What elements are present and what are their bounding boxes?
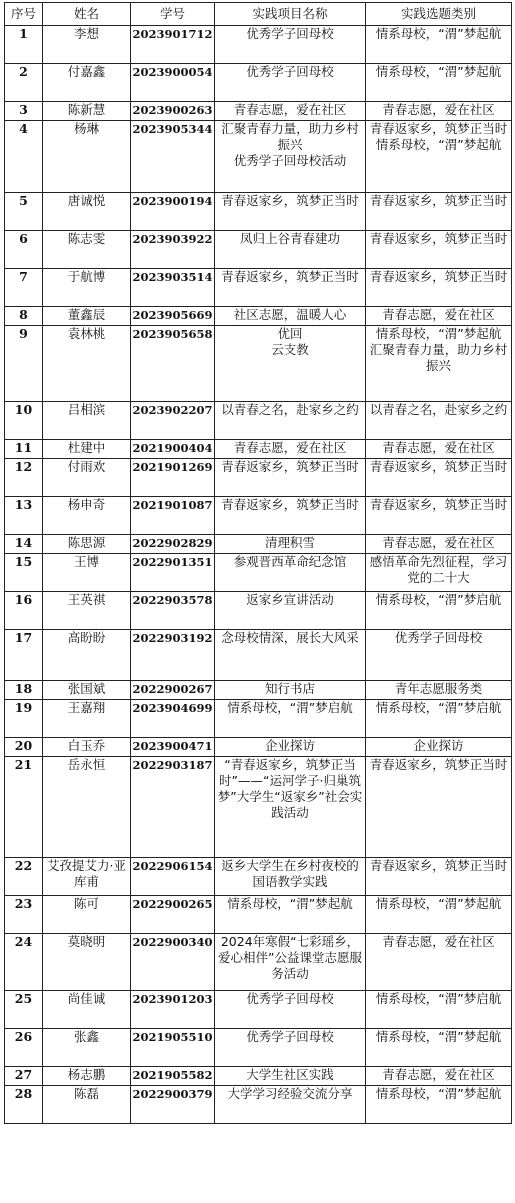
topic-category	[366, 459, 512, 497]
project-name	[215, 193, 366, 231]
topic-category	[366, 497, 512, 535]
project-name	[215, 896, 366, 934]
student-id: 2023903514	[131, 269, 215, 307]
row-index: 1	[5, 26, 43, 64]
category-line: 情系母校，“渭”梦起航	[375, 26, 502, 41]
row-index: 10	[5, 402, 43, 440]
student-id: 2023900471	[131, 738, 215, 757]
student-id: 2023901203	[131, 991, 215, 1029]
topic-category	[366, 64, 512, 102]
project-line: 汇聚青春力量，助力乡村振兴	[221, 121, 359, 152]
project-line: 优秀学子回母校	[246, 1029, 334, 1044]
header-topic-category: 实践选题类别	[366, 3, 512, 26]
project-line: 念母校情深，展长大风采	[221, 630, 359, 645]
project-line: 优秀学子回母校	[246, 991, 334, 1006]
project-name	[215, 630, 366, 681]
student-id: 2023900194	[131, 193, 215, 231]
student-name: 李想	[43, 26, 131, 64]
header-name: 姓名	[43, 3, 131, 26]
project-name	[215, 991, 366, 1029]
project-line: 大学生社区实践	[246, 1067, 334, 1082]
row-index: 12	[5, 459, 43, 497]
topic-category	[366, 402, 512, 440]
table-row	[5, 326, 512, 402]
student-name: 杜建中	[43, 440, 131, 459]
student-id: 2022903578	[131, 592, 215, 630]
project-name	[215, 592, 366, 630]
project-name	[215, 535, 366, 554]
category-line: 汇聚青春力量，助力乡村振兴	[369, 342, 508, 373]
project-name	[215, 26, 366, 64]
project-line: 青春返家乡，筑梦正当时	[221, 459, 359, 474]
category-line: 青年志愿服务类	[394, 681, 483, 696]
student-name: 艾孜提艾力·亚库甫	[43, 858, 131, 896]
student-name: 付嘉鑫	[43, 64, 131, 102]
topic-category	[366, 554, 512, 592]
table-row	[5, 440, 512, 459]
student-id: 2021900404	[131, 440, 215, 459]
topic-category	[366, 269, 512, 307]
table-header	[5, 3, 512, 26]
topic-category	[366, 1029, 512, 1067]
student-id: 2023902207	[131, 402, 215, 440]
category-line: 青春返家乡，筑梦正当时	[369, 193, 508, 208]
student-id: 2022900379	[131, 1086, 215, 1124]
table-row	[5, 1086, 512, 1124]
category-line: 青春返家乡，筑梦正当时	[369, 497, 508, 512]
topic-category	[366, 535, 512, 554]
student-id: 2021905510	[131, 1029, 215, 1067]
project-name	[215, 1067, 366, 1086]
student-name: 陈思源	[43, 535, 131, 554]
project-name	[215, 1086, 366, 1124]
student-name: 陈新慧	[43, 102, 131, 121]
row-index: 13	[5, 497, 43, 535]
project-line: 以青春之名，赴家乡之约	[221, 402, 359, 417]
topic-category	[366, 440, 512, 459]
table-row	[5, 934, 512, 991]
topic-category	[366, 991, 512, 1029]
project-name	[215, 1029, 366, 1067]
student-id: 2023904699	[131, 700, 215, 738]
student-id: 2022900265	[131, 896, 215, 934]
category-line: 青春志愿，爱在社区	[382, 440, 495, 455]
project-line: 社区志愿，温暖人心	[233, 307, 347, 322]
project-line: 优秀学子回母校	[246, 64, 334, 79]
row-index: 20	[5, 738, 43, 757]
table-row	[5, 757, 512, 858]
student-name: 陈可	[43, 896, 131, 934]
project-name	[215, 934, 366, 991]
project-line: 情系母校，“渭”梦启航	[227, 700, 353, 715]
student-id: 2022903192	[131, 630, 215, 681]
project-line: 优回	[277, 326, 303, 341]
row-index: 17	[5, 630, 43, 681]
student-name: 袁林桃	[43, 326, 131, 402]
category-line: 青春志愿，爱在社区	[382, 535, 495, 550]
category-line: 青春志愿，爱在社区	[382, 1067, 495, 1082]
student-id: 2022900340	[131, 934, 215, 991]
row-index: 28	[5, 1086, 43, 1124]
category-line: 优秀学子回母校	[394, 630, 483, 645]
project-line: 优秀学子回母校	[246, 26, 334, 41]
topic-category	[366, 1086, 512, 1124]
row-index: 7	[5, 269, 43, 307]
table-row	[5, 896, 512, 934]
table-row	[5, 102, 512, 121]
row-index: 4	[5, 121, 43, 193]
topic-category	[366, 231, 512, 269]
table-row	[5, 858, 512, 896]
project-name	[215, 102, 366, 121]
table-row	[5, 497, 512, 535]
student-id: 2021901269	[131, 459, 215, 497]
category-line: 情系母校，“渭”梦起航	[375, 326, 502, 341]
student-id: 2022900267	[131, 681, 215, 700]
student-name: 陈磊	[43, 1086, 131, 1124]
student-name: 莫晓明	[43, 934, 131, 991]
table-row	[5, 26, 512, 64]
row-index: 16	[5, 592, 43, 630]
table-row	[5, 1029, 512, 1067]
project-line: 知行书店	[264, 681, 315, 696]
project-name	[215, 269, 366, 307]
row-index: 24	[5, 934, 43, 991]
project-name	[215, 326, 366, 402]
topic-category	[366, 26, 512, 64]
table-row	[5, 535, 512, 554]
student-id: 2023903922	[131, 231, 215, 269]
student-name: 董鑫辰	[43, 307, 131, 326]
project-name	[215, 231, 366, 269]
student-name: 张鑫	[43, 1029, 131, 1067]
table-body	[5, 26, 512, 1124]
table-row	[5, 121, 512, 193]
topic-category	[366, 102, 512, 121]
table-row	[5, 738, 512, 757]
student-id: 2023905344	[131, 121, 215, 193]
student-name: 杨申奇	[43, 497, 131, 535]
topic-category	[366, 934, 512, 991]
category-line: 青春返家乡，筑梦正当时	[369, 858, 508, 873]
project-line: 青春返家乡，筑梦正当时	[221, 269, 359, 284]
project-line: 大学学习经验交流分享	[227, 1086, 353, 1101]
project-name	[215, 681, 366, 700]
category-line: 青春返家乡，筑梦正当时	[369, 231, 508, 246]
student-id: 2021901087	[131, 497, 215, 535]
row-index: 18	[5, 681, 43, 700]
row-index: 26	[5, 1029, 43, 1067]
project-line: 云支教	[271, 342, 309, 357]
category-line: 青春返家乡，筑梦正当时	[369, 757, 508, 772]
project-name	[215, 64, 366, 102]
row-index: 19	[5, 700, 43, 738]
project-line: 青春返家乡，筑梦正当时	[221, 497, 359, 512]
topic-category	[366, 307, 512, 326]
topic-category	[366, 896, 512, 934]
row-index: 2	[5, 64, 43, 102]
row-index: 25	[5, 991, 43, 1029]
table-row	[5, 193, 512, 231]
practice-roster-table	[4, 2, 512, 1124]
project-line: 凤归上谷青春建功	[239, 231, 340, 246]
category-line: 青春志愿，爱在社区	[382, 307, 495, 322]
project-name	[215, 858, 366, 896]
table-row	[5, 681, 512, 700]
student-id: 2022902829	[131, 535, 215, 554]
table-row	[5, 592, 512, 630]
student-name: 张国斌	[43, 681, 131, 700]
project-line: 优秀学子回母校活动	[233, 153, 347, 168]
student-name: 吕相滨	[43, 402, 131, 440]
topic-category	[366, 681, 512, 700]
project-name	[215, 757, 366, 858]
table-row	[5, 700, 512, 738]
category-line: 情系母校，“渭”梦起航	[375, 896, 502, 911]
student-name: 王英祺	[43, 592, 131, 630]
table-row	[5, 269, 512, 307]
row-index: 14	[5, 535, 43, 554]
student-name: 付雨欢	[43, 459, 131, 497]
project-line: 参观晋西革命纪念馆	[233, 554, 347, 569]
category-line: 青春志愿，爱在社区	[382, 934, 495, 949]
category-line: 青春返家乡，筑梦正当时	[369, 121, 508, 136]
student-name: 王博	[43, 554, 131, 592]
project-name	[215, 121, 366, 193]
project-line: 返家乡宣讲活动	[246, 592, 334, 607]
table-row	[5, 459, 512, 497]
project-line: 情系母校，“渭”梦起航	[227, 896, 353, 911]
row-index: 6	[5, 231, 43, 269]
topic-category	[366, 326, 512, 402]
student-name: 杨琳	[43, 121, 131, 193]
student-name: 白玉乔	[43, 738, 131, 757]
project-name	[215, 497, 366, 535]
category-line: 情系母校，“渭”梦启航	[375, 700, 502, 715]
student-id: 2023905658	[131, 326, 215, 402]
topic-category	[366, 121, 512, 193]
project-line: 清理积雪	[264, 535, 315, 550]
table-row	[5, 1067, 512, 1086]
table-row	[5, 231, 512, 269]
project-line: 2024年寒假“七彩瑶乡，爱心相伴”公益课堂志愿服务活动	[218, 934, 362, 981]
student-name: 高盼盼	[43, 630, 131, 681]
category-line: 情系母校，“渭”梦起航	[375, 1086, 502, 1101]
category-line: 青春返家乡，筑梦正当时	[369, 459, 508, 474]
topic-category	[366, 738, 512, 757]
category-line: 情系母校，“渭”梦起航	[375, 64, 502, 79]
student-name: 杨志鹏	[43, 1067, 131, 1086]
topic-category	[366, 193, 512, 231]
student-id: 2022906154	[131, 858, 215, 896]
row-index: 5	[5, 193, 43, 231]
project-name	[215, 307, 366, 326]
project-name	[215, 700, 366, 738]
project-line: 返乡大学生在乡村夜校的国语教学实践	[221, 858, 359, 889]
table-row	[5, 402, 512, 440]
row-index: 21	[5, 757, 43, 858]
topic-category	[366, 700, 512, 738]
category-line: 青春志愿，爱在社区	[382, 102, 495, 117]
table-row	[5, 307, 512, 326]
student-id: 2021905582	[131, 1067, 215, 1086]
project-line: “青春返家乡，筑梦正当时”——“运河学子·归巢筑梦”大学生“返家乡”社会实践活动	[217, 757, 363, 820]
student-id: 2022901351	[131, 554, 215, 592]
student-id: 2023900054	[131, 64, 215, 102]
topic-category	[366, 1067, 512, 1086]
category-line: 感悟革命先烈征程，学习党的二十大	[369, 554, 508, 585]
header-index: 序号	[5, 3, 43, 26]
header-row	[5, 3, 512, 26]
topic-category	[366, 757, 512, 858]
row-index: 8	[5, 307, 43, 326]
topic-category	[366, 858, 512, 896]
row-index: 15	[5, 554, 43, 592]
table-row	[5, 554, 512, 592]
student-name: 陈志雯	[43, 231, 131, 269]
project-line: 青春志愿，爱在社区	[233, 440, 347, 455]
project-name	[215, 402, 366, 440]
row-index: 11	[5, 440, 43, 459]
project-name	[215, 738, 366, 757]
student-name: 于航博	[43, 269, 131, 307]
student-name: 岳永恒	[43, 757, 131, 858]
row-index: 9	[5, 326, 43, 402]
student-id: 2023905669	[131, 307, 215, 326]
header-project-name: 实践项目名称	[215, 3, 366, 26]
topic-category	[366, 630, 512, 681]
student-id: 2023901712	[131, 26, 215, 64]
project-line: 青春返家乡，筑梦正当时	[221, 193, 359, 208]
project-name	[215, 440, 366, 459]
student-name: 尚佳诚	[43, 991, 131, 1029]
header-student-id: 学号	[131, 3, 215, 26]
student-name: 王嘉翔	[43, 700, 131, 738]
row-index: 3	[5, 102, 43, 121]
category-line: 情系母校，“渭”梦起航	[375, 1029, 502, 1044]
student-name: 唐诚悦	[43, 193, 131, 231]
category-line: 企业探访	[413, 738, 464, 753]
project-line: 青春志愿，爱在社区	[233, 102, 347, 117]
category-line: 情系母校，“渭”梦启航	[375, 592, 502, 607]
row-index: 27	[5, 1067, 43, 1086]
category-line: 青春返家乡，筑梦正当时	[369, 269, 508, 284]
project-name	[215, 459, 366, 497]
table-row	[5, 64, 512, 102]
category-line: 情系母校，“渭”梦起航	[375, 137, 502, 152]
student-id: 2022903187	[131, 757, 215, 858]
topic-category	[366, 592, 512, 630]
category-line: 以青春之名，赴家乡之约	[369, 402, 508, 417]
row-index: 22	[5, 858, 43, 896]
table-row	[5, 630, 512, 681]
student-id: 2023900263	[131, 102, 215, 121]
table-row	[5, 991, 512, 1029]
category-line: 情系母校，“渭”梦启航	[375, 991, 502, 1006]
project-line: 企业探访	[264, 738, 315, 753]
row-index: 23	[5, 896, 43, 934]
project-name	[215, 554, 366, 592]
